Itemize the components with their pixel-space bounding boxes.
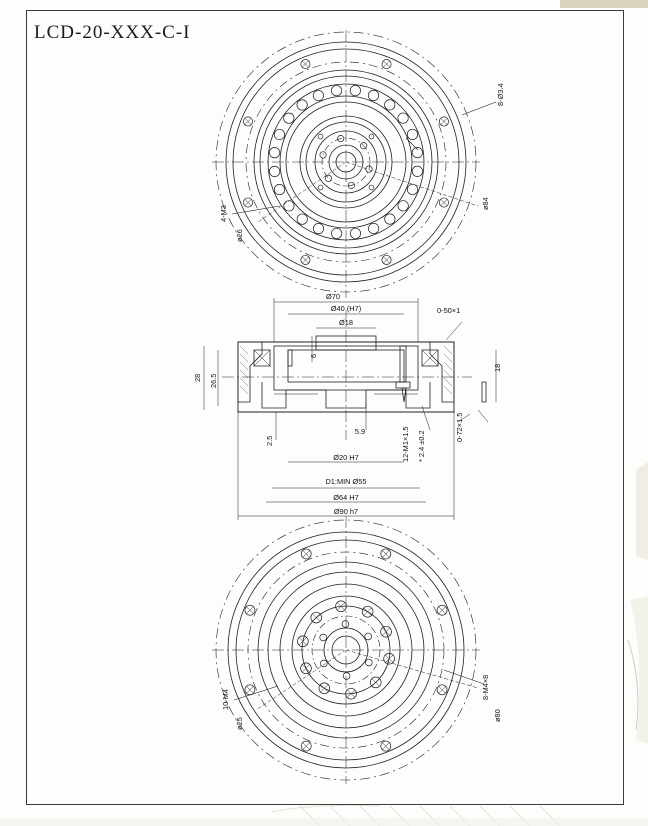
bottom-screw-callout: 8-M4×8 <box>481 674 490 700</box>
top-view-labels <box>219 83 505 242</box>
dim-5-9: 5.9 <box>354 427 366 436</box>
dim-m12: 12-M1×1.5 <box>401 426 410 462</box>
bottom-view <box>212 516 484 784</box>
technical-drawing <box>26 10 622 803</box>
dim-64-h7: Ø64 H7 <box>333 493 359 502</box>
page-title: LCD-20-XXX-C-I <box>34 22 191 43</box>
dim-d1-min-55: D1:MIN Ø55 <box>325 477 367 486</box>
top-thread-callout: 4-M3 <box>219 205 228 222</box>
dim-18-right: 18 <box>493 363 502 372</box>
section-view-labels <box>193 292 502 516</box>
bottom-thread-callout: 10-M4 <box>221 689 230 710</box>
dim-70: Ø70 <box>326 292 340 301</box>
dim-26-5: 26.5 <box>209 373 218 388</box>
dim-28: 28 <box>193 373 202 382</box>
dim-2-4: * 2.4 ±0.2 <box>417 430 426 462</box>
top-bolt-circle-26: ø26 <box>235 229 244 242</box>
dim-oring-50: 0-50×1 <box>437 306 461 315</box>
dim-6: 6 <box>309 353 318 358</box>
dim-20-h7: Ø20 H7 <box>333 453 359 462</box>
top-bolt-circle-84: ø84 <box>481 197 490 210</box>
top-hole-callout: 8-Ø3.4 <box>496 83 505 106</box>
top-view <box>212 30 496 298</box>
dim-40-h7: Ø40 (H7) <box>330 304 362 313</box>
dim-2-5: 2.5 <box>265 435 274 446</box>
dim-oring-72: 0-72×1.5 <box>455 412 464 442</box>
dim-18: Ø18 <box>339 318 353 327</box>
bottom-bolt-circle-25: ø25 <box>235 717 244 730</box>
section-view <box>204 298 496 520</box>
bottom-bolt-circle-80: ø80 <box>493 709 502 722</box>
dim-90-h7: Ø90 h7 <box>333 507 359 516</box>
